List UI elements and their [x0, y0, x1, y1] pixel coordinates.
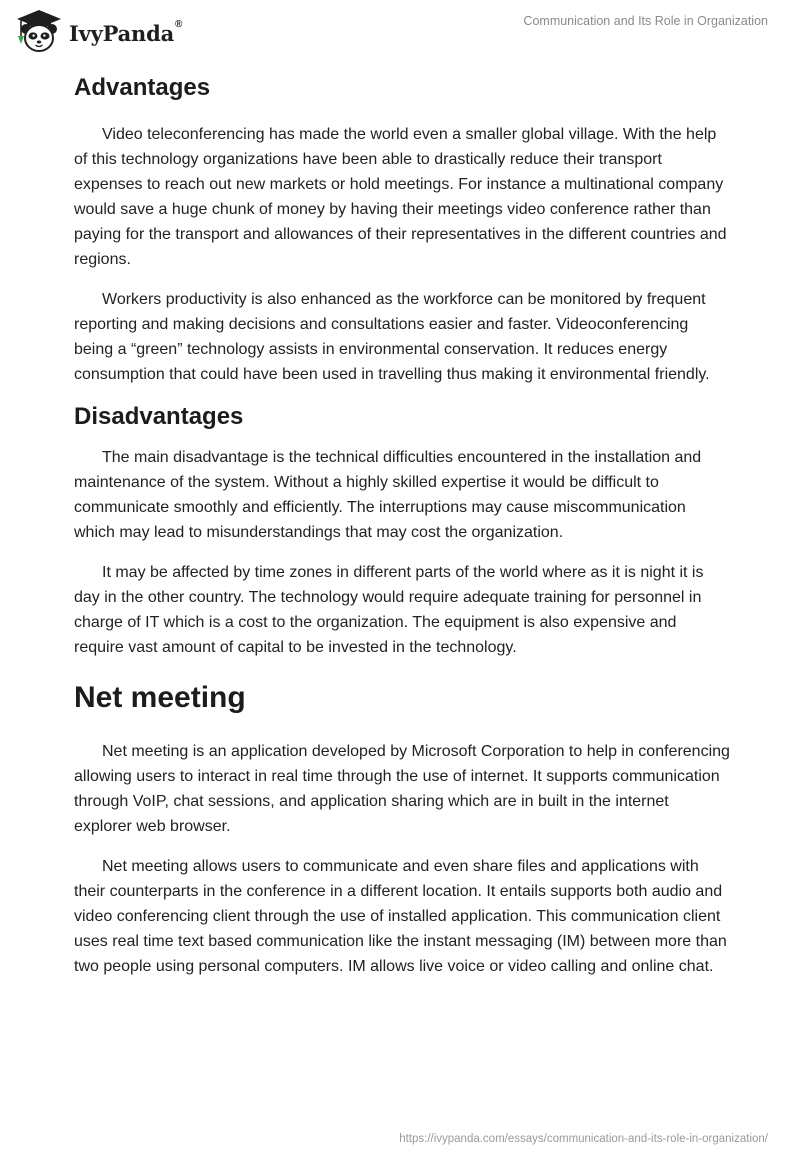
section-heading-advantages: Advantages	[74, 74, 211, 101]
section-heading-net-meeting: Net meeting	[74, 681, 246, 714]
paragraph: Net meeting allows users to communicate and even share files and applications with their counterparts in the conference in a different location. It entails supports both audio and video conferencing client through the use of installed application. This communication client uses real time text based communication like the instant messaging (IM) between more than two people using personal computers. IM allows live voice or video calling and online chat.	[74, 858, 727, 975]
paragraph: Workers productivity is also enhanced as the workforce can be monitored by frequent reporting and making decisions and consultations easier and faster. Videoconferencing being a “green” technology assists in environmental conservation. It reduces energy consumption that could have been used in travelling thus making it environmental friendly.	[74, 291, 710, 383]
paragraph: Net meeting is an application developed by Microsoft Corporation to help in conferencing allowing users to interact in real time through the use of internet. It supports communication through VoIP, chat sessions, and application sharing which are in built in the internet explorer web browser.	[74, 743, 730, 835]
paragraph: Video teleconferencing has made the world even a smaller global village. With the help of this technology organizations have been able to drastically reduce their transport expenses to reach out new markets or hold meetings. For instance a multinational company would save a huge chunk of money by having their meetings video conference rather than paying for the transport and allowances of their representatives in the different countries and regions.	[74, 126, 727, 268]
page-header	[0, 0, 800, 60]
paragraph: It may be affected by time zones in different parts of the world where as it is night it is day in the other country. The technology would require adequate training for personnel in charge of IT which is a cost to the organization. The equipment is also expensive and require vast amount of capital to be invested in the technology.	[74, 564, 704, 656]
brand-logo[interactable]	[14, 8, 182, 54]
paragraph: The main disadvantage is the technical difficulties encountered in the installation and maintenance of the system. Without a highly skilled expertise it would be difficult to communicate smoothly and efficiently. The interruptions may cause miscommunication which may lead to misunderstandings that may cost the organization.	[74, 449, 702, 541]
source-url-link[interactable]: https://ivypanda.com/essays/communication-and-its-role-in-organization/	[399, 1133, 768, 1145]
document-title: Communication and Its Role in Organization	[523, 14, 768, 28]
panda-graduate-icon	[14, 8, 64, 54]
section-heading-disadvantages: Disadvantages	[74, 403, 244, 430]
essay-body	[74, 70, 730, 979]
brand-name: IvyPanda®	[69, 18, 183, 46]
